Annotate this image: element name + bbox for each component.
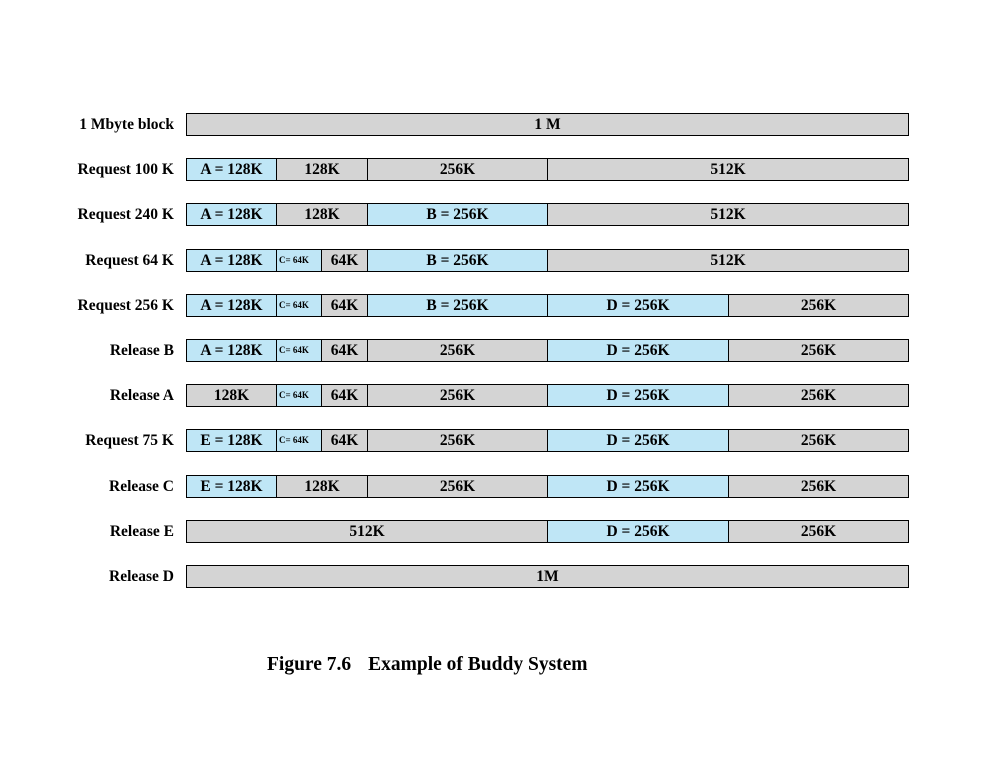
free-block: 256K (728, 475, 909, 498)
memory-bar (186, 429, 908, 452)
row-label: Release E (109, 523, 174, 540)
row-label: Release A (109, 387, 174, 404)
free-block: 64K (321, 429, 368, 452)
free-block: 256K (728, 520, 909, 543)
figure-title: Example of Buddy System (368, 654, 588, 675)
allocated-block: B = 256K (367, 249, 548, 272)
free-block: 512K (547, 203, 909, 226)
allocated-block: A = 128K (186, 294, 277, 317)
allocated-block: D = 256K (547, 429, 729, 452)
free-block: 256K (367, 339, 548, 362)
free-block: 256K (728, 429, 909, 452)
free-block: 256K (367, 429, 548, 452)
allocated-block: C= 64K (276, 294, 322, 317)
allocated-block: D = 256K (547, 294, 729, 317)
allocated-block: C= 64K (276, 429, 322, 452)
free-block: 1M (186, 565, 909, 588)
allocated-block: B = 256K (367, 294, 548, 317)
free-block: 256K (728, 339, 909, 362)
free-block: 128K (276, 475, 368, 498)
row-label: Request 240 K (77, 206, 174, 223)
figure-number: Figure 7.6 (267, 654, 352, 675)
memory-bar (186, 249, 908, 272)
free-block: 1 M (186, 113, 909, 136)
memory-bar (186, 339, 908, 362)
free-block: 512K (547, 249, 909, 272)
allocated-block: D = 256K (547, 384, 729, 407)
free-block: 256K (367, 475, 548, 498)
allocated-block: A = 128K (186, 158, 277, 181)
memory-bar (186, 565, 908, 588)
allocated-block: C= 64K (276, 384, 322, 407)
row-label: Release C (109, 478, 174, 495)
free-block: 512K (186, 520, 548, 543)
free-block: 64K (321, 249, 368, 272)
allocated-block: C= 64K (276, 249, 322, 272)
row-label: 1 Mbyte block (79, 116, 174, 133)
figure-caption (267, 654, 588, 676)
row-label: Release B (109, 342, 174, 359)
free-block: 128K (276, 158, 368, 181)
memory-bar (186, 475, 908, 498)
row-label: Release D (109, 568, 174, 585)
row-label: Request 100 K (77, 161, 174, 178)
free-block: 64K (321, 384, 368, 407)
memory-bar (186, 113, 908, 136)
memory-bar (186, 294, 908, 317)
memory-bar (186, 158, 908, 181)
allocated-block: D = 256K (547, 339, 729, 362)
allocated-block: D = 256K (547, 475, 729, 498)
allocated-block: C= 64K (276, 339, 322, 362)
memory-bar (186, 520, 908, 543)
allocated-block: D = 256K (547, 520, 729, 543)
free-block: 64K (321, 339, 368, 362)
free-block: 256K (367, 158, 548, 181)
row-label: Request 75 K (85, 432, 174, 449)
free-block: 256K (728, 294, 909, 317)
allocated-block: E = 128K (186, 475, 277, 498)
free-block: 128K (186, 384, 277, 407)
row-label: Request 64 K (85, 252, 174, 269)
free-block: 64K (321, 294, 368, 317)
free-block: 128K (276, 203, 368, 226)
free-block: 512K (547, 158, 909, 181)
row-label: Request 256 K (77, 297, 174, 314)
memory-bar (186, 203, 908, 226)
allocated-block: A = 128K (186, 203, 277, 226)
free-block: 256K (367, 384, 548, 407)
allocated-block: B = 256K (367, 203, 548, 226)
memory-bar (186, 384, 908, 407)
free-block: 256K (728, 384, 909, 407)
allocated-block: A = 128K (186, 339, 277, 362)
allocated-block: E = 128K (186, 429, 277, 452)
allocated-block: A = 128K (186, 249, 277, 272)
